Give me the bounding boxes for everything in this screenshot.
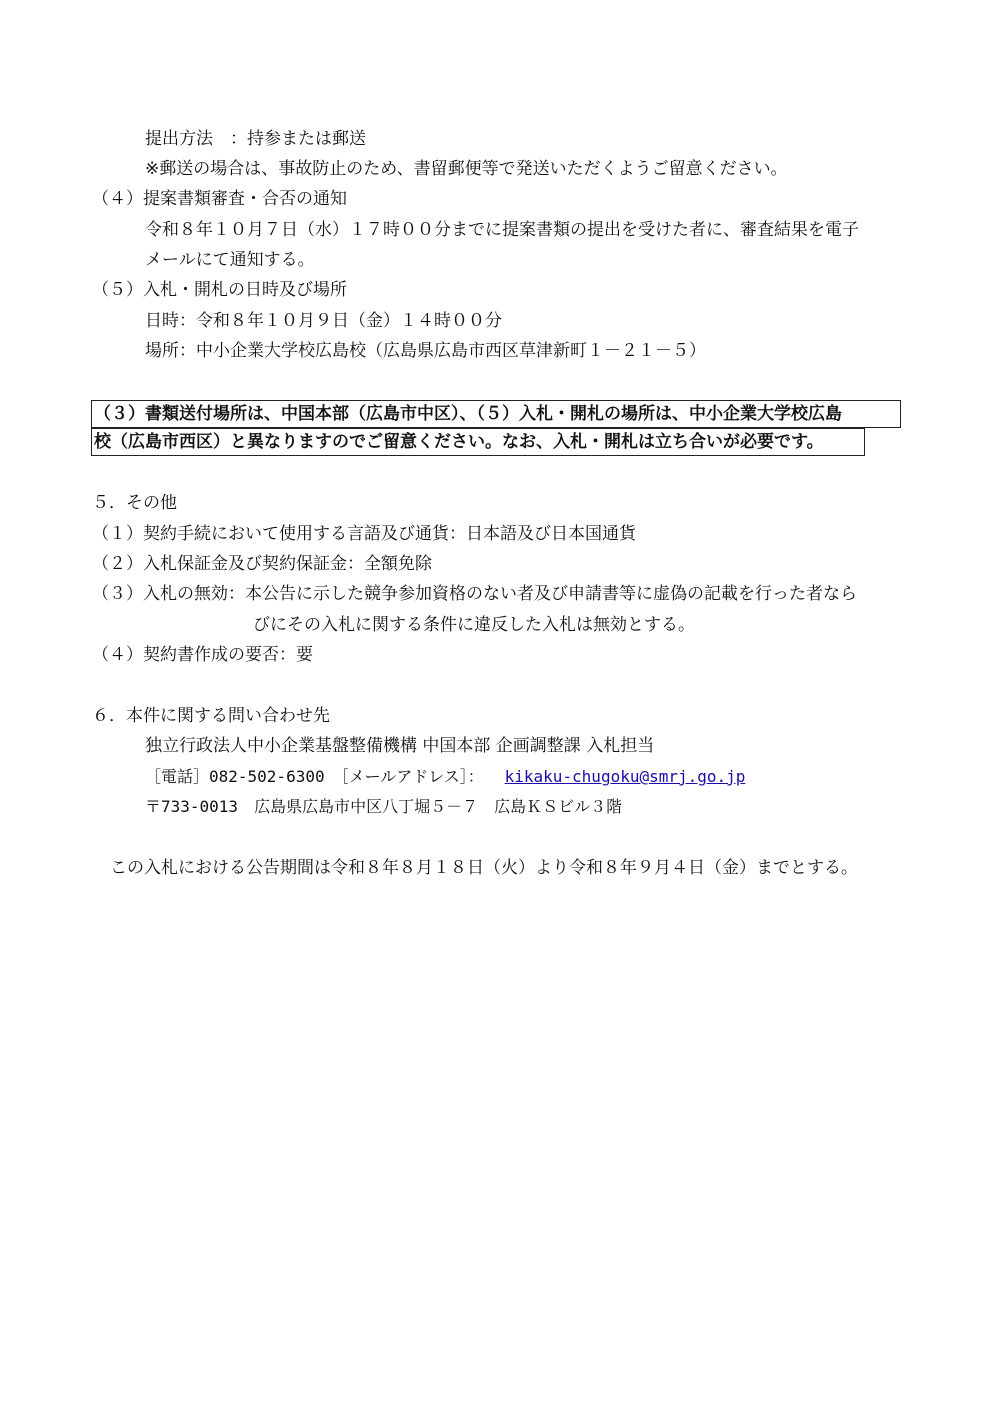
item4-body-line2: メールにて通知する。	[145, 250, 315, 270]
item5-place: 場所：中小企業大学校広島校（広島県広島市西区草津新町１－２１－５）	[145, 341, 706, 361]
notice-line1: （３）書類送付場所は、中国本部（広島市中区）、（５）入札・開札の場所は、中小企業大学校広島	[94, 404, 842, 424]
item5-heading: （５）入札・開札の日時及び場所	[92, 280, 347, 300]
section5-item4: （４）契約書作成の要否：要	[92, 645, 313, 665]
section5-item3-line1: （３）入札の無効：本公告に示した競争参加資格のない者及び申請書等に虚偽の記載を行った者なら	[92, 584, 857, 604]
notice-box-line2	[91, 428, 865, 456]
closing-statement: この入札における公告期間は令和８年８月１８日（火）より令和８年９月４日（金）までとする。	[110, 858, 858, 878]
contact-phone-email	[145, 765, 745, 789]
notice-line2: 校（広島市西区）と異なりますのでご留意ください。なお、入札・開札は立ち合いが必要です。	[94, 432, 824, 452]
mail-note: ※郵送の場合は、事故防止のため、書留郵便等で発送いただくようご留意ください。	[145, 159, 788, 179]
contact-org: 独立行政法人中小企業基盤整備機構 中国本部 企画調整課 入札担当	[145, 736, 655, 756]
item4-body-line1: 令和８年１０月７日（水）１７時００分までに提案書類の提出を受けた者に、審査結果を電子	[145, 220, 859, 240]
notice-box-line1	[91, 400, 901, 428]
section6-heading: ６．本件に関する問い合わせ先	[92, 706, 330, 726]
phone-label: ［電話］082-502-6300 ［メールアドレス］：	[145, 767, 484, 786]
section5-item2: （２）入札保証金及び契約保証金：全額免除	[92, 554, 432, 574]
contact-address: 〒733-0013 広島県広島市中区八丁堀５－７ 広島ＫＳビル３階	[145, 797, 623, 816]
section5-heading: ５．その他	[92, 493, 177, 513]
item4-heading: （４）提案書類審査・合否の通知	[92, 189, 347, 209]
email-link[interactable]: kikaku-chugoku@smrj.go.jp	[504, 767, 746, 786]
section5-item3-line2: びにその入札に関する条件に違反した入札は無効とする。	[253, 615, 695, 635]
section5-item1: （１）契約手続において使用する言語及び通貨：日本語及び日本国通貨	[92, 524, 636, 544]
item5-datetime: 日時：令和８年１０月９日（金）１４時００分	[145, 311, 502, 331]
submit-method: 提出方法 ：持参または郵送	[145, 129, 366, 149]
